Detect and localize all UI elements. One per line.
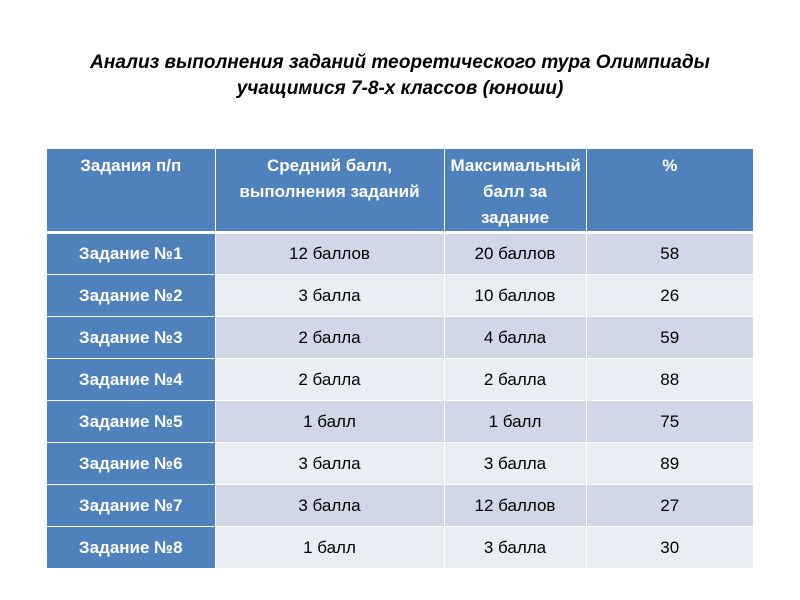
results-table [47,149,753,569]
table-row [47,275,753,317]
max-score: 1 балл [444,401,586,443]
table-row [47,317,753,359]
task-name: Задание №1 [47,233,215,275]
header-average-score: Средний балл, выполнения заданий [215,149,444,233]
percent: 58 [586,233,753,275]
percent: 26 [586,275,753,317]
header-task: Задания п/п [47,149,215,233]
average-score: 3 балла [215,485,444,527]
title-line-2: учащимися 7-8-х классов (юноши) [236,78,564,99]
average-score: 1 балл [215,527,444,569]
table-row [47,233,753,275]
task-name: Задание №2 [47,275,215,317]
average-score: 12 баллов [215,233,444,275]
max-score: 10 баллов [444,275,586,317]
page-title [0,50,800,102]
table-row [47,401,753,443]
task-name: Задание №8 [47,527,215,569]
percent: 88 [586,359,753,401]
table-header-row [47,149,753,233]
header-max-score: Максимальный балл за задание [444,149,586,233]
percent: 27 [586,485,753,527]
table-row [47,485,753,527]
percent: 30 [586,527,753,569]
average-score: 2 балла [215,317,444,359]
max-score: 3 балла [444,527,586,569]
task-name: Задание №3 [47,317,215,359]
table-row [47,527,753,569]
max-score: 20 баллов [444,233,586,275]
max-score: 4 балла [444,317,586,359]
percent: 89 [586,443,753,485]
average-score: 3 балла [215,443,444,485]
average-score: 2 балла [215,359,444,401]
table-row [47,443,753,485]
task-name: Задание №7 [47,485,215,527]
max-score: 2 балла [444,359,586,401]
table-row [47,359,753,401]
average-score: 3 балла [215,275,444,317]
header-percent: % [586,149,753,233]
percent: 59 [586,317,753,359]
max-score: 12 баллов [444,485,586,527]
max-score: 3 балла [444,443,586,485]
task-name: Задание №5 [47,401,215,443]
percent: 75 [586,401,753,443]
task-name: Задание №4 [47,359,215,401]
title-line-1: Анализ выполнения заданий теоретического тура Олимпиады [90,52,710,73]
task-name: Задание №6 [47,443,215,485]
average-score: 1 балл [215,401,444,443]
